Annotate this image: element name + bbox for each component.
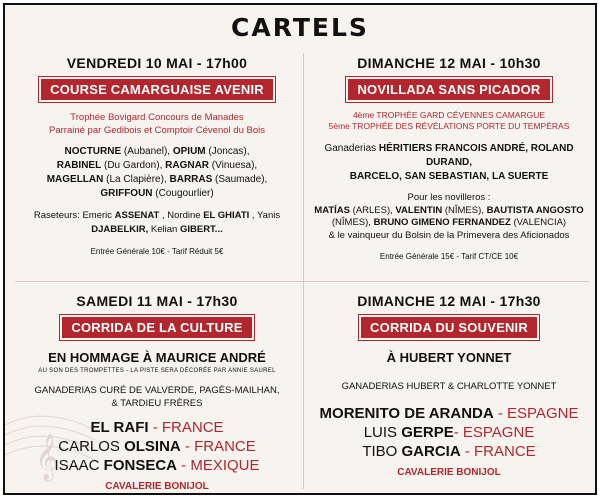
torero-extra: & le vainqueur du Bolsin de la Primevera des Aficionados	[328, 229, 570, 241]
price-info: Entrée Générale 15€ - Tarif CT/CE 10€	[379, 252, 519, 261]
ganaderias-line: GANADERIAS HUBERT & CHARLOTTE YONNET	[341, 381, 557, 392]
manade: (Cougourlier)	[152, 188, 214, 199]
ganaderias-names: BARCELO, SAN SEBASTIAN, LA SUERTE	[349, 171, 549, 182]
raseteur-label: Raseteurs: Emeric	[33, 210, 115, 221]
page-title: CARTELS	[231, 13, 369, 42]
manade: (Joncas),	[205, 146, 250, 157]
torero-firstname: ISAAC	[54, 457, 104, 474]
cavalerie: CAVALERIE BONIJOL	[397, 467, 501, 478]
torero-firstname: CARLOS	[58, 438, 125, 455]
ganaderias	[13, 384, 301, 410]
bull-name: BARRAS	[169, 174, 213, 185]
raseteur-name: GIBERT...	[179, 224, 223, 235]
torero-country: - ESPAGNE	[453, 424, 535, 441]
event-banner: CORRIDA DE LA CULTURE	[60, 315, 253, 340]
torero-origin: (VALENCIA)	[510, 217, 567, 228]
event-dimanche-matin	[305, 55, 593, 261]
ganaderias-names: HÉRITIERS FRANCOIS ANDRÉ, ROLAND DURAND,	[378, 143, 574, 168]
event-subtitle: Parrainé par Gedibois et Comptoir Cévenol du Bois	[49, 124, 265, 136]
homage-title: À HUBERT YONNET	[386, 350, 512, 365]
raseteur-label: , Yanis	[249, 210, 281, 221]
event-day: SAMEDI 11 MAI - 17h30	[76, 293, 238, 309]
torero-country: - FRANCE	[148, 419, 224, 436]
event-subtitle: 5ème TROPHÉE DES RÉVÉLATIONS PORTE DU TEMPÉRAS	[328, 121, 570, 131]
raseteur-name: ASSENAT	[114, 210, 160, 221]
torero-name: VALENTIN	[395, 204, 443, 216]
torero-origin: (NÎMES),	[442, 204, 487, 216]
torero-country: - FRANCE	[460, 443, 536, 460]
torero-name: GARCIA	[401, 443, 461, 460]
ganaderias-line: & TARDIEU FRÈRES	[111, 398, 203, 409]
event-day: VENDREDI 10 MAI - 17h00	[66, 55, 248, 71]
homage-title: EN HOMMAGE À MAURICE ANDRÉ	[48, 350, 266, 365]
torero-name: FONSECA	[103, 457, 177, 474]
price-info: Entrée Générale 10€ - Tarif Réduit 5€	[90, 247, 224, 256]
torero-firstname: TIBO	[362, 443, 402, 460]
torero-origin: (ARLES),	[350, 204, 396, 216]
event-day: DIMANCHE 12 MAI - 17h30	[357, 293, 541, 309]
event-vendredi	[13, 55, 301, 256]
manade: (Du Gardon),	[101, 160, 166, 171]
raseteur-label: , Nordine	[159, 210, 204, 221]
manade: (Aubanel),	[121, 146, 173, 157]
torero-name: MATÍAS	[314, 204, 351, 216]
event-day: DIMANCHE 12 MAI - 10h30	[357, 55, 541, 71]
bull-name: OPIUM	[172, 146, 206, 157]
cavalerie: CAVALERIE BONIJOL	[105, 481, 209, 492]
ganaderias	[305, 142, 593, 184]
homage-subtitle: AU SON DES TROMPETTES - LA PISTE SERA DÉCORÉE PAR ANNIE SAUREL	[38, 368, 276, 374]
event-dimanche-soir	[305, 293, 593, 478]
raseteur-name: EL GHIATI	[203, 210, 250, 221]
toreros	[13, 418, 301, 475]
torero-name: BRUNO GIMENO FERNANDEZ	[373, 217, 511, 228]
raseteur-label: Kelian	[148, 224, 180, 235]
event-samedi	[13, 293, 301, 492]
event-banner: NOVILLADA SANS PICADOR	[346, 77, 551, 102]
torero-country: - FRANCE	[180, 438, 256, 455]
torero-firstname: LUIS	[363, 424, 402, 441]
ganaderias-line: GANADERIAS CURÉ DE VALVERDE, PAGÈS-MAILHAN,	[34, 385, 280, 396]
ganaderias-label: Ganaderias	[324, 143, 379, 154]
raseteur-name: DJABELKIR,	[91, 224, 149, 235]
torero-name: OLSINA	[124, 438, 181, 455]
poster	[3, 3, 597, 495]
bull-name: GRIFFOUN	[100, 188, 153, 199]
svg-text:𝄞: 𝄞	[35, 435, 59, 479]
bull-name: RABINEL	[56, 160, 102, 171]
manade: (La Clapière),	[103, 174, 170, 185]
manade: (Vinuesa),	[209, 160, 258, 171]
toreros	[305, 404, 593, 461]
torero-name: EL RAFI	[90, 419, 149, 436]
horizontal-divider	[15, 281, 589, 282]
torero-origin: (NÎMES),	[331, 217, 374, 228]
torero-name: GERPE	[401, 424, 454, 441]
bull-name: MAGELLAN	[46, 174, 104, 185]
event-banner: COURSE CAMARGUAISE AVENIR	[39, 77, 275, 102]
vertical-divider	[303, 53, 304, 489]
bull-name: RAGNAR	[165, 160, 210, 171]
event-subtitle: 4ème TROPHÉE GARD CÉVENNES CAMARGUE	[352, 110, 546, 120]
event-banner: CORRIDA DU SOUVENIR	[359, 315, 539, 340]
torero-country: - ESPAGNE	[493, 405, 579, 422]
torero-name: BAUTISTA ANGOSTO	[486, 204, 584, 216]
novilleros	[305, 192, 593, 242]
raseteurs	[13, 209, 301, 237]
torero-name: MORENITO DE ARANDA	[319, 405, 494, 422]
novilleros-label: Pour les novilleros :	[407, 192, 491, 203]
manades-list	[13, 145, 301, 201]
bull-name: NOCTURNE	[64, 146, 122, 157]
torero-country: - MEXIQUE	[177, 457, 260, 474]
manade: (Saumade),	[212, 174, 268, 185]
event-subtitle: Trophée Bovigard Concours de Manades	[70, 112, 244, 123]
